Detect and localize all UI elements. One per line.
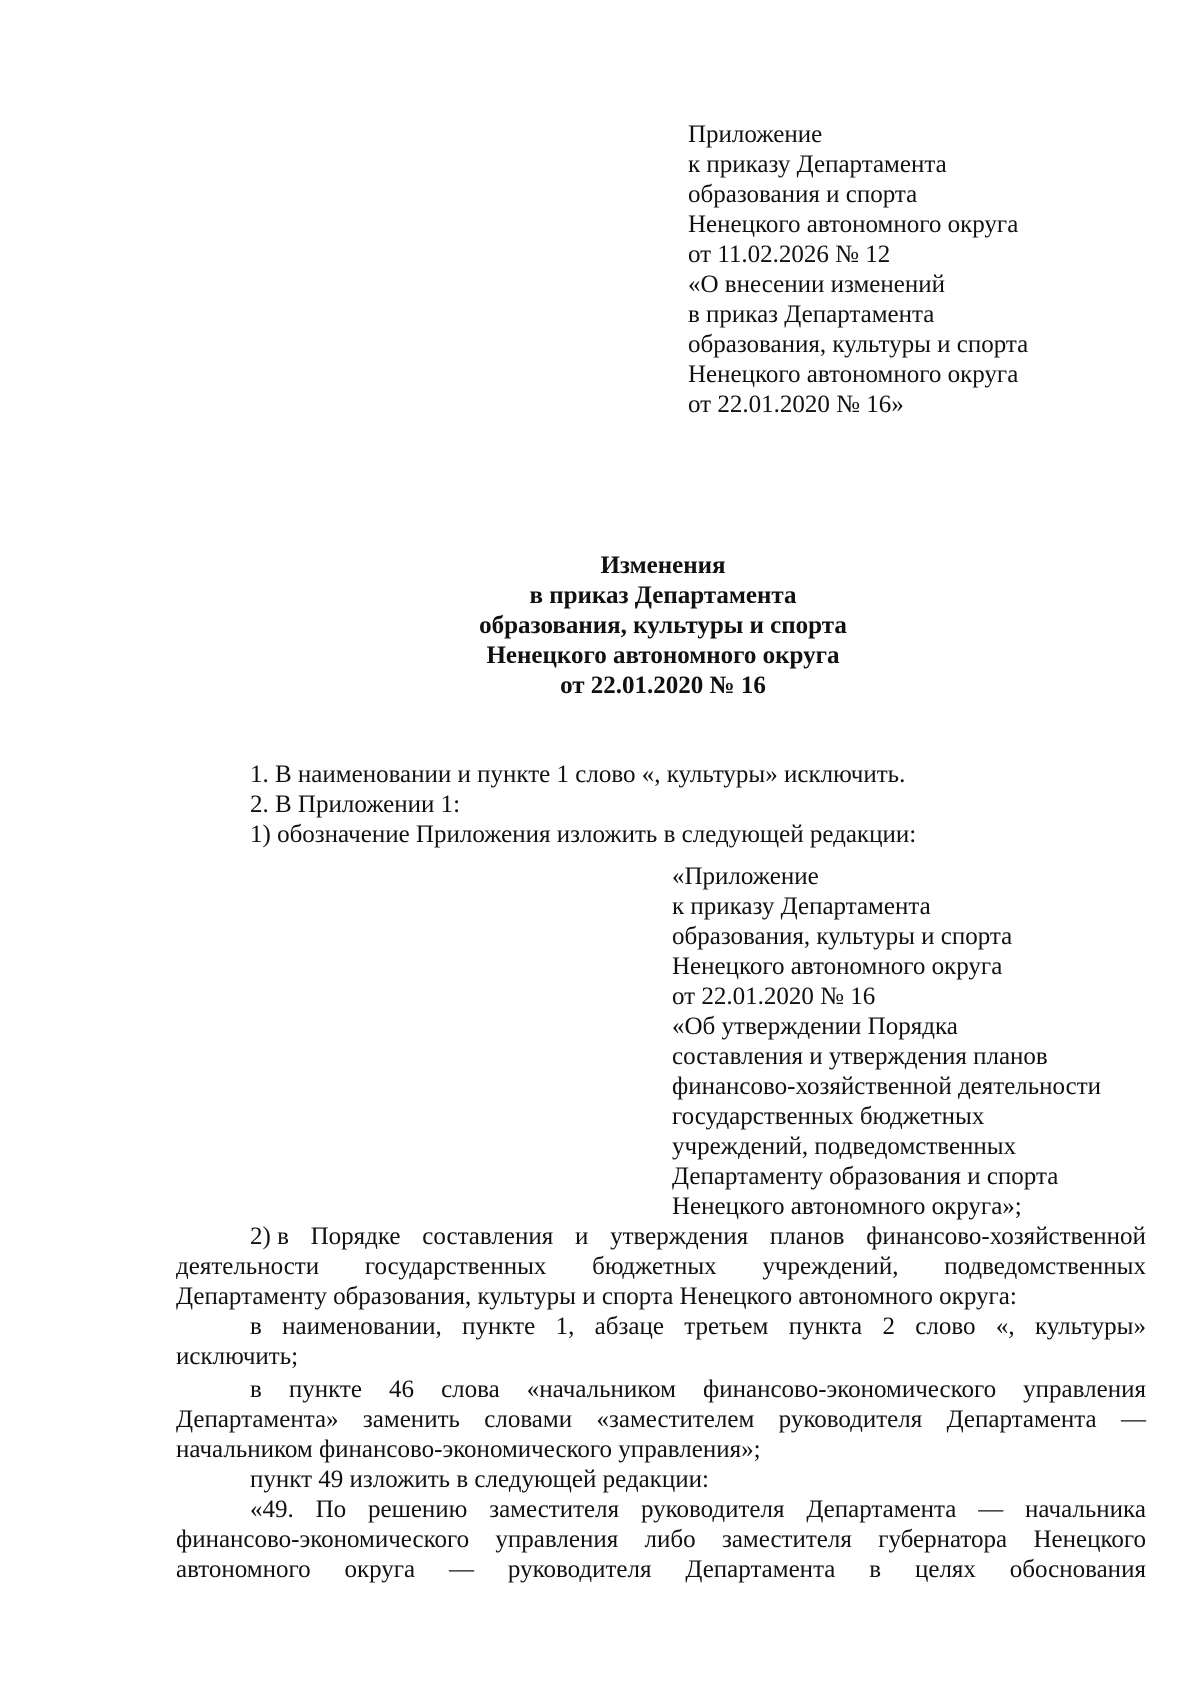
sub-item-2-line [250,1222,1146,1252]
item-2: 2. В Приложении 1: [250,791,461,818]
paragraph-d-line [176,1555,1146,1585]
justified-word: 46 [389,1376,415,1403]
justified-word: культуры» [1034,1313,1146,1340]
paragraph-b-line [176,1405,1146,1435]
quoted-annex-line: Департаменту образования и спорта [672,1163,1059,1190]
justified-word: руководителя [507,1556,652,1583]
justified-word: финансово-хозяйственной [866,1223,1146,1250]
justified-word: финансово-экономического [176,1526,470,1553]
paragraph-c: пункт 49 изложить в следующей редакции: [250,1466,709,1493]
sub-item-2-line [176,1252,1146,1282]
sub-item-2-line: Департаменту образования, культуры и спорта Ненецкого автономного округа: [176,1283,1017,1310]
justified-word: целях [914,1556,976,1583]
justified-word: либо [644,1526,696,1553]
justified-word: руководителя [778,1406,923,1433]
header-annex-line: образования, культуры и спорта [688,331,1029,358]
header-annex-line: от 11.02.2026 № 12 [688,241,891,268]
justified-word: заместителя [489,1496,620,1523]
justified-word: словами [484,1406,573,1433]
quoted-annex-line: государственных бюджетных [672,1103,985,1130]
justified-word: управления [1023,1376,1146,1403]
header-annex-line: «О внесении изменений [688,271,946,298]
justified-word: в [250,1376,262,1403]
title-line: Ненецкого автономного округа [486,642,840,669]
justified-word: 2 [882,1313,895,1340]
justified-word: 2) в [250,1223,289,1250]
header-annex-line: в приказ Департамента [688,301,935,328]
quoted-annex-line: «Приложение [672,863,819,890]
paragraph-b-line: начальником финансово-экономического управления»; [176,1436,761,1463]
justified-word: составления [422,1223,554,1250]
justified-word: Департамента [685,1556,836,1583]
justified-word: в [250,1313,262,1340]
quoted-annex-line: Ненецкого автономного округа [672,953,1003,980]
justified-word: «начальником [526,1376,676,1403]
quoted-annex-line: Ненецкого автономного округа»; [672,1193,1022,1220]
quoted-annex-line: образования, культуры и спорта [672,923,1013,950]
justified-word: заместителя [721,1526,852,1553]
header-annex-line: к приказу Департамента [688,151,947,178]
justified-word: слово [915,1313,976,1340]
justified-word: учреждений, [762,1253,899,1280]
paragraph-a-line: исключить; [176,1343,299,1370]
justified-word: наименовании, [282,1313,442,1340]
sub-item-1: 1) обозначение Приложения изложить в следующей редакции: [250,821,917,848]
quoted-annex-line: от 22.01.2020 № 16 [672,983,876,1010]
justified-word: финансово-экономического [703,1376,997,1403]
header-annex-line: Приложение [688,121,823,148]
quoted-annex-line: учреждений, подведомственных [672,1133,1017,1160]
paragraph-d-line [176,1525,1146,1555]
title-line: от 22.01.2020 № 16 [560,672,766,699]
justified-word: решению [367,1496,468,1523]
quoted-annex-line: «Об утверждении Порядка [672,1013,958,1040]
justified-word: Департамента» [176,1406,339,1433]
justified-word: — [978,1496,1004,1523]
justified-word: утверждения [610,1223,749,1250]
justified-word: губернатора [878,1526,1008,1553]
justified-word: автономного [176,1556,311,1583]
justified-word: руководителя [640,1496,785,1523]
justified-word: управления [495,1526,619,1553]
justified-word: «, [995,1313,1015,1340]
justified-word: пункта [788,1313,863,1340]
paragraph-b-line [250,1375,1146,1405]
header-annex-line: образования и спорта [688,181,918,208]
justified-word: пункте [288,1376,362,1403]
justified-word: заменить [362,1406,460,1433]
justified-word: и [574,1223,589,1250]
title-line: в приказ Департамента [529,582,797,609]
justified-word: бюджетных [592,1253,717,1280]
justified-word: «49. [250,1496,294,1523]
header-annex-line: Ненецкого автономного округа [688,361,1019,388]
justified-word: «заместителем [596,1406,755,1433]
header-annex-line: Ненецкого автономного округа [688,211,1019,238]
justified-word: обоснования [1009,1556,1146,1583]
justified-word: — [449,1556,475,1583]
justified-word: деятельности [176,1253,320,1280]
justified-word: абзаце [594,1313,664,1340]
justified-word: По [315,1496,347,1523]
justified-word: Порядке [310,1223,401,1250]
justified-word: начальника [1025,1496,1146,1523]
justified-word: пункте [462,1313,536,1340]
justified-word: государственных [364,1253,547,1280]
quoted-annex-line: составления и утверждения планов [672,1043,1048,1070]
paragraph-a-line [250,1312,1146,1342]
justified-word: округа [344,1556,416,1583]
quoted-annex-line: к приказу Департамента [672,893,931,920]
justified-word: Департамента [806,1496,957,1523]
title-line: Изменения [600,552,726,579]
header-annex-line: от 22.01.2020 № 16» [688,391,904,418]
justified-word: третьем [684,1313,769,1340]
item-1: 1. В наименовании и пункте 1 слово «, культуры» исключить. [250,761,906,788]
title-line: образования, культуры и спорта [479,612,847,639]
justified-word: — [1121,1406,1146,1433]
justified-word: 1, [555,1313,575,1340]
justified-word: Ненецкого [1033,1526,1146,1553]
justified-word: подведомственных [944,1253,1146,1280]
justified-word: Департамента [946,1406,1097,1433]
justified-word: слова [441,1376,500,1403]
paragraph-d-line [250,1495,1146,1525]
justified-word: планов [769,1223,845,1250]
quoted-annex-line: финансово-хозяйственной деятельности [672,1073,1102,1100]
justified-word: в [869,1556,882,1583]
